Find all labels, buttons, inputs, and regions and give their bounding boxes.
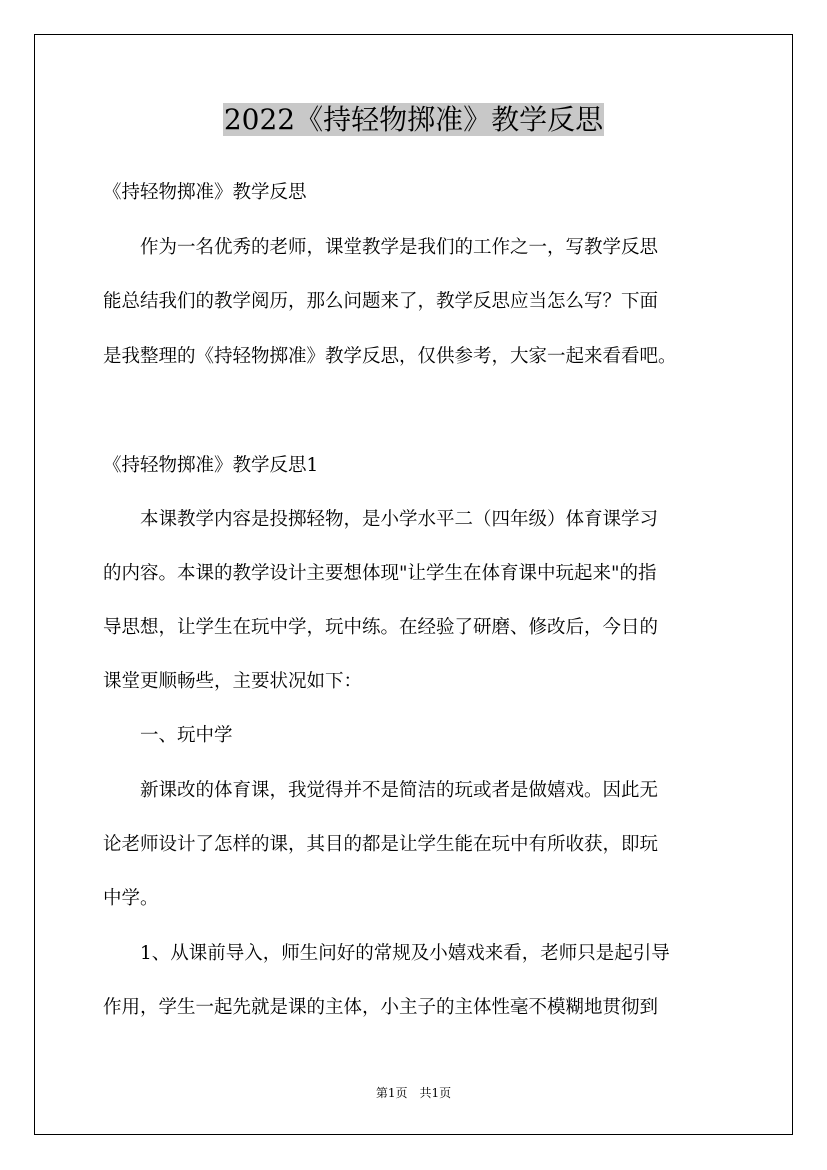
paragraph-line: 新课改的体育课，我觉得并不是简洁的玩或者是做嬉戏。因此无 [103,780,659,801]
subtitle-heading: 《持轻物掷准》教学反思 [103,182,307,203]
document-title-text: 2022《持轻物掷准》教学反思 [223,103,604,136]
paragraph-line: 作用，学生一起先就是课的主体，小主子的主体性毫不模糊地贯彻到 [103,997,659,1018]
paragraph-line: 是我整理的《持轻物掷准》教学反思，仅供参考，大家一起来看看吧。 [103,346,677,367]
section-heading: 《持轻物掷准》教学反思1 [103,455,319,476]
paragraph-line: 作为一名优秀的老师，课堂教学是我们的工作之一，写教学反思 [103,237,659,258]
paragraph-line: 1、从课前导入，师生问好的常规及小嬉戏来看，老师只是起引导 [103,943,670,964]
subsection-heading: 一、玩中学 [103,725,233,746]
page-footer: 第1页 共1页 [375,1086,452,1100]
paragraph-line: 论老师设计了怎样的课，其目的都是让学生能在玩中有所收获，即玩 [103,834,659,855]
paragraph-line: 的内容。本课的教学设计主要想体现"让学生在体育课中玩起来"的指 [103,563,657,584]
paragraph-line: 课堂更顺畅些，主要状况如下： [103,671,363,692]
paragraph-line: 能总结我们的教学阅历，那么问题来了，教学反思应当怎么写？下面 [103,291,659,312]
document-title [0,100,827,140]
paragraph-line: 本课教学内容是投掷轻物，是小学水平二（四年级）体育课学习 [103,509,659,530]
paragraph-line: 中学。 [103,888,159,909]
paragraph-line: 导思想，让学生在玩中学，玩中练。在经验了研磨、修改后，今日的 [103,617,659,638]
